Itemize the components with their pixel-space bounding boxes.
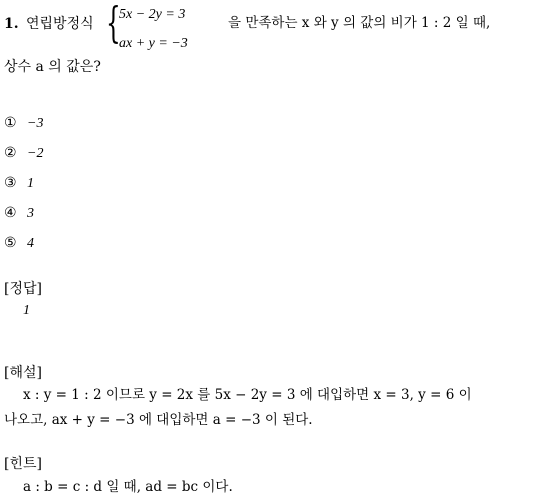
problem-number: 1. bbox=[4, 16, 19, 32]
equation-2: ax + y = −3 bbox=[119, 36, 188, 51]
choice-marker: ② bbox=[4, 145, 17, 161]
system-brace: { bbox=[106, 0, 121, 47]
choice-marker: ⑤ bbox=[4, 235, 17, 251]
equation-1: 5x − 2y = 3 bbox=[119, 7, 186, 22]
hint-heading: [힌트] bbox=[4, 456, 42, 472]
problem-line1-tail: 을 만족하는 x 와 y 의 값의 비가 1 : 2 일 때, bbox=[228, 15, 491, 31]
choice-1[interactable] bbox=[4, 116, 43, 131]
choice-value: 4 bbox=[27, 236, 35, 251]
problem-line2: 상수 a 의 값은? bbox=[4, 59, 101, 75]
explanation-heading: [해설] bbox=[4, 365, 42, 381]
choice-5[interactable] bbox=[4, 236, 34, 251]
explanation-line1: x : y = 1 : 2 이므로 y = 2x 를 5x − 2y = 3 에 대입하면 x = 3, y = 6 이 bbox=[23, 387, 472, 403]
answer-heading: [정답] bbox=[4, 281, 42, 297]
answer-value: 1 bbox=[23, 303, 30, 318]
choice-marker: ① bbox=[4, 115, 17, 131]
hint-line1: a : b = c : d 일 때, ad = bc 이다. bbox=[23, 479, 233, 495]
choice-value: −3 bbox=[27, 116, 44, 131]
problem-lead: 연립방정식 bbox=[26, 16, 94, 32]
explanation-line2: 나오고, ax + y = −3 에 대입하면 a = −3 이 된다. bbox=[4, 412, 313, 428]
choice-value: 3 bbox=[27, 206, 35, 221]
choice-4[interactable] bbox=[4, 206, 34, 221]
choice-3[interactable] bbox=[4, 176, 34, 191]
choice-2[interactable] bbox=[4, 146, 43, 161]
choice-value: −2 bbox=[27, 146, 44, 161]
choice-marker: ④ bbox=[4, 205, 17, 221]
choice-value: 1 bbox=[27, 176, 35, 191]
choice-marker: ③ bbox=[4, 175, 17, 191]
